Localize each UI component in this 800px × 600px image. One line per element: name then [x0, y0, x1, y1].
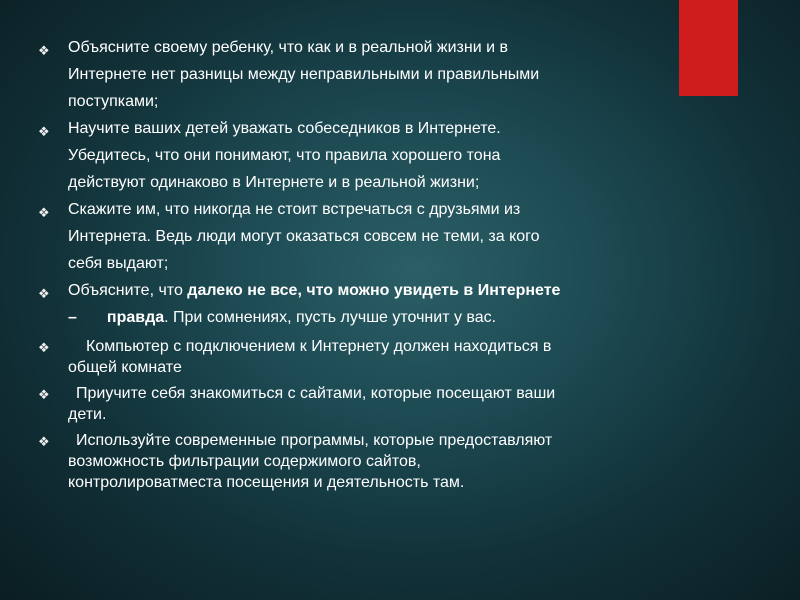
- diamond-bullet-icon: ❖: [38, 286, 50, 301]
- diamond-bullet-icon: ❖: [38, 205, 50, 220]
- bullet-item-not-all-true: [38, 277, 698, 331]
- diamond-bullet-icon: ❖: [38, 387, 50, 402]
- bullet-text: Объясните своему ребенку, что как и в реальной жизни и в Интернете нет разницы между неправильными и правильными поступками;: [68, 39, 540, 110]
- bullet-list: [38, 34, 698, 493]
- emphasis-text: правда: [106, 309, 165, 326]
- diamond-bullet-icon: ❖: [38, 43, 50, 58]
- emphasis-text: далеко не все, что можно увидеть в Интернете: [187, 282, 561, 299]
- bullet-text: Объясните, что далеко не все, что можно увидеть в Интернете – правда. При сомнениях, пусть лучше уточнит у вас.: [68, 282, 561, 326]
- bullet-item-respect: [38, 115, 698, 196]
- bullet-text: Компьютер с подключением к Интернету должен находиться в общей комнате: [68, 338, 552, 376]
- bullet-text: Скажите им, что никогда не стоит встречаться с друзьями из Интернета. Ведь люди могут оказаться совсем не теми, за кого себя выдают;: [68, 201, 540, 272]
- bullet-text: Приучите себя знакомиться с сайтами, которые посещают ваши дети.: [68, 385, 556, 423]
- bullet-item-know-sites: [38, 383, 698, 425]
- bullet-text: Используйте современные программы, которые предоставляют возможность фильтрации содержимого сайтов, контролироватместа посещения и деятельность там.: [68, 432, 553, 491]
- diamond-bullet-icon: ❖: [38, 340, 50, 355]
- bullet-item-shared-room: [38, 336, 698, 378]
- bullet-item-filter-software: [38, 430, 698, 493]
- bullet-item-moral-equivalence: [38, 34, 698, 115]
- bullet-text: Научите ваших детей уважать собеседников в Интернете. Убедитесь, что они понимают, что правила хорошего тона действуют одинаково в Интернете и в реальной жизни;: [68, 120, 501, 191]
- bullet-item-no-meetings: [38, 196, 698, 277]
- dash: –: [68, 309, 77, 326]
- diamond-bullet-icon: ❖: [38, 124, 50, 139]
- diamond-bullet-icon: ❖: [38, 434, 50, 449]
